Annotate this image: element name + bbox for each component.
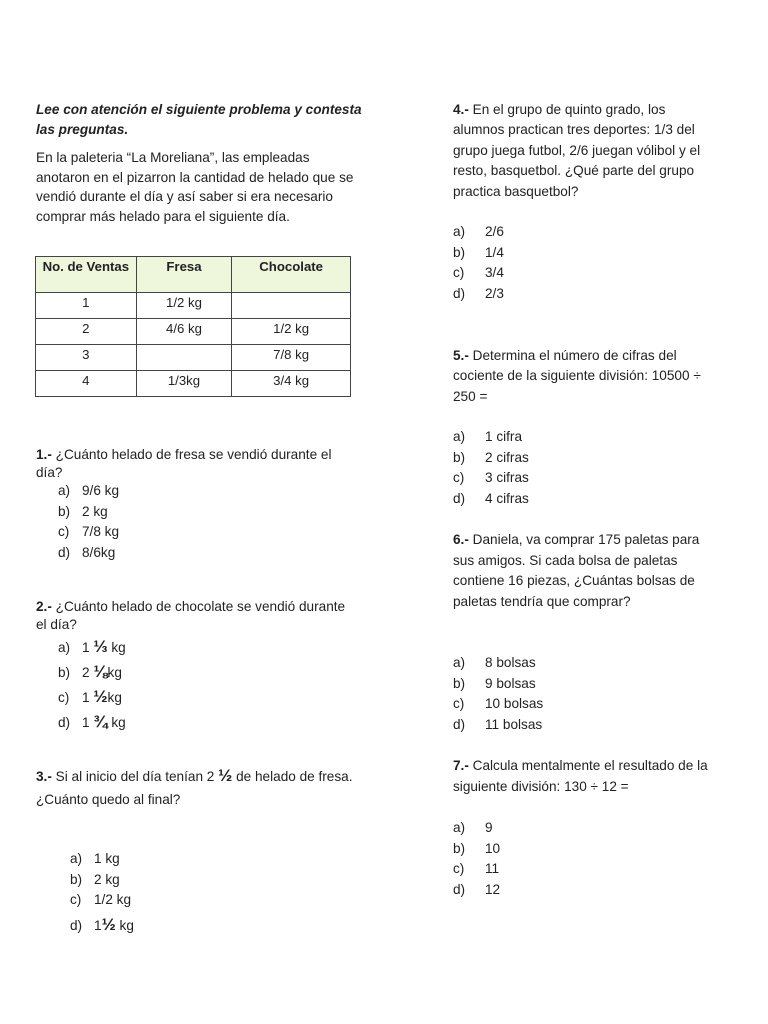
question-1 [36, 446, 356, 482]
problem-text: En la paleteria “La Moreliana”, las empleadas anotaron en el pizarron la cantidad de helado que se vendió durante el día y así saber si era necesario comprar más helado para el siguiente día. [36, 150, 354, 224]
option-label: a) [453, 429, 466, 444]
question-text-start: Si al inicio del día tenían 2 [51, 769, 215, 784]
question-1-options [58, 481, 119, 564]
option-text: 10 [485, 840, 501, 856]
option-label: a) [453, 820, 466, 835]
question-number: 5.- [453, 348, 469, 363]
header-chocolate: Chocolate [232, 257, 351, 293]
table-cell: 4 [36, 371, 137, 397]
sales-table [35, 256, 351, 397]
option-label: c) [453, 265, 465, 281]
table-cell: 1/2 kg [136, 293, 232, 319]
question-number: 3.- [36, 769, 52, 784]
question-text: En el grupo de quinto grado, los alumnos practican tres deportes: 1/3 del grupo juega futbol, 2/6 juegan vólibol y el resto, basquetbol. ¿Qué parte del grupo practica basquetbol? [453, 102, 701, 199]
option-label: a) [58, 483, 71, 498]
option-a[interactable] [453, 427, 529, 448]
option-text: 9 bolsas [485, 675, 536, 691]
question-number: 7.- [453, 758, 469, 773]
option-d[interactable] [453, 284, 504, 305]
option-label: c) [453, 470, 465, 486]
option-label: b) [70, 871, 83, 887]
table-header-row [36, 257, 351, 293]
table-cell: 1 [36, 293, 137, 319]
option-text: 8 bolsas [485, 655, 536, 670]
option-whole: 1 [82, 715, 90, 730]
option-text: 1/4 [485, 244, 504, 260]
option-text: 1 cifra [485, 429, 523, 444]
option-b[interactable] [453, 243, 504, 264]
option-text: 1 kg [94, 851, 120, 866]
option-text: 2/3 [485, 285, 504, 301]
instructions-heading: Lee con atención el siguiente problema y contesta las preguntas. [36, 102, 362, 137]
option-d[interactable] [453, 880, 500, 901]
option-label: d) [453, 285, 466, 301]
option-label: d) [453, 881, 466, 897]
option-text: 8/6kg [82, 545, 116, 561]
option-fraction: ¾ [93, 712, 108, 731]
table-cell: 2 [36, 319, 137, 345]
option-text: 12 [485, 881, 501, 897]
option-d[interactable] [453, 489, 529, 510]
option-text: 9 [485, 820, 493, 835]
question-3 [36, 764, 356, 811]
question-5 [453, 346, 715, 407]
option-label: a) [70, 851, 83, 866]
option-text: 2/6 [485, 224, 504, 239]
option-text: 11 bolsas [485, 716, 543, 732]
table-cell: 1/3kg [136, 371, 232, 397]
header-sales-number: No. de Ventas [36, 257, 137, 293]
option-label: a) [453, 224, 466, 239]
question-6-options [453, 653, 543, 735]
table-cell: 4/6 kg [136, 319, 232, 345]
option-text: 9/6 kg [82, 483, 120, 498]
option-label: a) [453, 655, 466, 670]
question-7 [453, 756, 715, 797]
option-b[interactable] [58, 660, 126, 685]
question-text: ¿Cuánto helado de chocolate se vendió durante el día? [36, 599, 346, 632]
option-text: 2 kg [94, 871, 120, 887]
table-cell: 7/8 kg [232, 345, 351, 371]
question-text-end: de helado de fresa. ¿Cuánto quedo al final? [36, 769, 353, 807]
option-unit: kg [111, 640, 126, 655]
header-strawberry: Fresa [136, 257, 232, 293]
option-label: b) [58, 503, 71, 519]
question-number: 1.- [36, 447, 52, 462]
option-c[interactable] [58, 522, 119, 543]
option-unit: kg [107, 665, 122, 680]
option-whole: 1 [94, 917, 102, 933]
option-fraction: ½ [101, 914, 116, 934]
option-b[interactable] [453, 448, 529, 469]
option-fraction: ½ [93, 687, 108, 706]
option-b[interactable] [453, 674, 543, 695]
option-label: b) [453, 449, 466, 465]
question-text: Daniela, va comprar 175 paletas para sus amigos. Si cada bolsa de paletas contiene 16 piezas, ¿Cuántas bolsas de paletas tendría que comprar? [453, 532, 700, 610]
option-text: 7/8 kg [82, 524, 120, 540]
question-text: Determina el número de cifras del cociente de la siguiente división: 10500 ÷ 250 = [453, 348, 701, 404]
question-6 [453, 530, 715, 613]
option-whole: 1 [82, 640, 90, 655]
option-a[interactable] [453, 818, 500, 839]
option-c[interactable] [453, 694, 543, 715]
option-a[interactable] [70, 849, 134, 870]
table-cell [136, 345, 232, 371]
option-a[interactable] [453, 653, 543, 674]
question-2 [36, 598, 356, 634]
option-d[interactable] [70, 911, 134, 939]
question-fraction: ½ [218, 766, 233, 785]
option-text: 11 [485, 861, 500, 877]
option-label: c) [453, 861, 465, 877]
option-label: c) [58, 524, 70, 540]
option-text: 2 kg [82, 503, 108, 519]
question-7-options [453, 818, 500, 900]
option-d[interactable] [58, 543, 119, 564]
table-row [36, 319, 351, 345]
question-5-options [453, 427, 529, 509]
question-number: 2.- [36, 599, 52, 614]
option-d[interactable] [58, 710, 126, 735]
option-unit: kg [107, 690, 122, 705]
option-b[interactable] [58, 502, 119, 523]
option-c[interactable] [70, 890, 134, 911]
option-whole: 1 [82, 690, 90, 705]
option-d[interactable] [453, 715, 543, 736]
option-label: d) [453, 490, 466, 506]
question-4 [453, 100, 715, 202]
option-label: b) [453, 840, 466, 856]
option-label: d) [58, 545, 71, 561]
question-text: Calcula mentalmente el resultado de la siguiente división: 130 ÷ 12 = [453, 758, 708, 794]
option-c[interactable] [453, 859, 500, 880]
option-text: 3/4 [485, 265, 504, 281]
table-cell: 1/2 kg [232, 319, 351, 345]
table-cell: 3 [36, 345, 137, 371]
question-2-options [58, 635, 126, 735]
option-fraction: ⅛ [93, 662, 108, 681]
option-text: 2 cifras [485, 449, 529, 465]
option-a[interactable] [453, 222, 504, 243]
option-text: 4 cifras [485, 490, 529, 506]
option-label: c) [58, 690, 70, 705]
option-label: d) [58, 715, 71, 730]
option-a[interactable] [58, 635, 126, 660]
question-number: 4.- [453, 102, 469, 117]
option-b[interactable] [453, 839, 500, 860]
option-label: d) [453, 716, 466, 732]
option-unit: kg [111, 715, 126, 730]
table-cell: 3/4 kg [232, 371, 351, 397]
question-3-options [70, 849, 134, 939]
table-row [36, 293, 351, 319]
option-label: c) [70, 892, 82, 907]
table-row [36, 371, 351, 397]
option-text: 10 bolsas [485, 696, 544, 712]
question-text: ¿Cuánto helado de fresa se vendió durante el día? [36, 447, 332, 480]
question-4-options [453, 222, 504, 304]
option-fraction: ⅓ [93, 637, 108, 656]
option-label: c) [453, 696, 465, 712]
option-label: d) [70, 917, 83, 933]
option-c[interactable] [453, 468, 529, 489]
option-unit: kg [119, 917, 134, 933]
option-text: 3 cifras [485, 470, 529, 486]
option-text: 1/2 kg [94, 892, 132, 907]
table-cell [232, 293, 351, 319]
option-label: b) [58, 665, 71, 680]
option-c[interactable] [58, 685, 126, 710]
option-whole: 2 [82, 665, 90, 680]
question-number: 6.- [453, 532, 469, 547]
option-a[interactable] [58, 481, 119, 502]
option-label: b) [453, 244, 466, 260]
option-label: a) [58, 640, 71, 655]
option-label: b) [453, 675, 466, 691]
option-b[interactable] [70, 870, 134, 891]
table-row [36, 345, 351, 371]
option-c[interactable] [453, 263, 504, 284]
